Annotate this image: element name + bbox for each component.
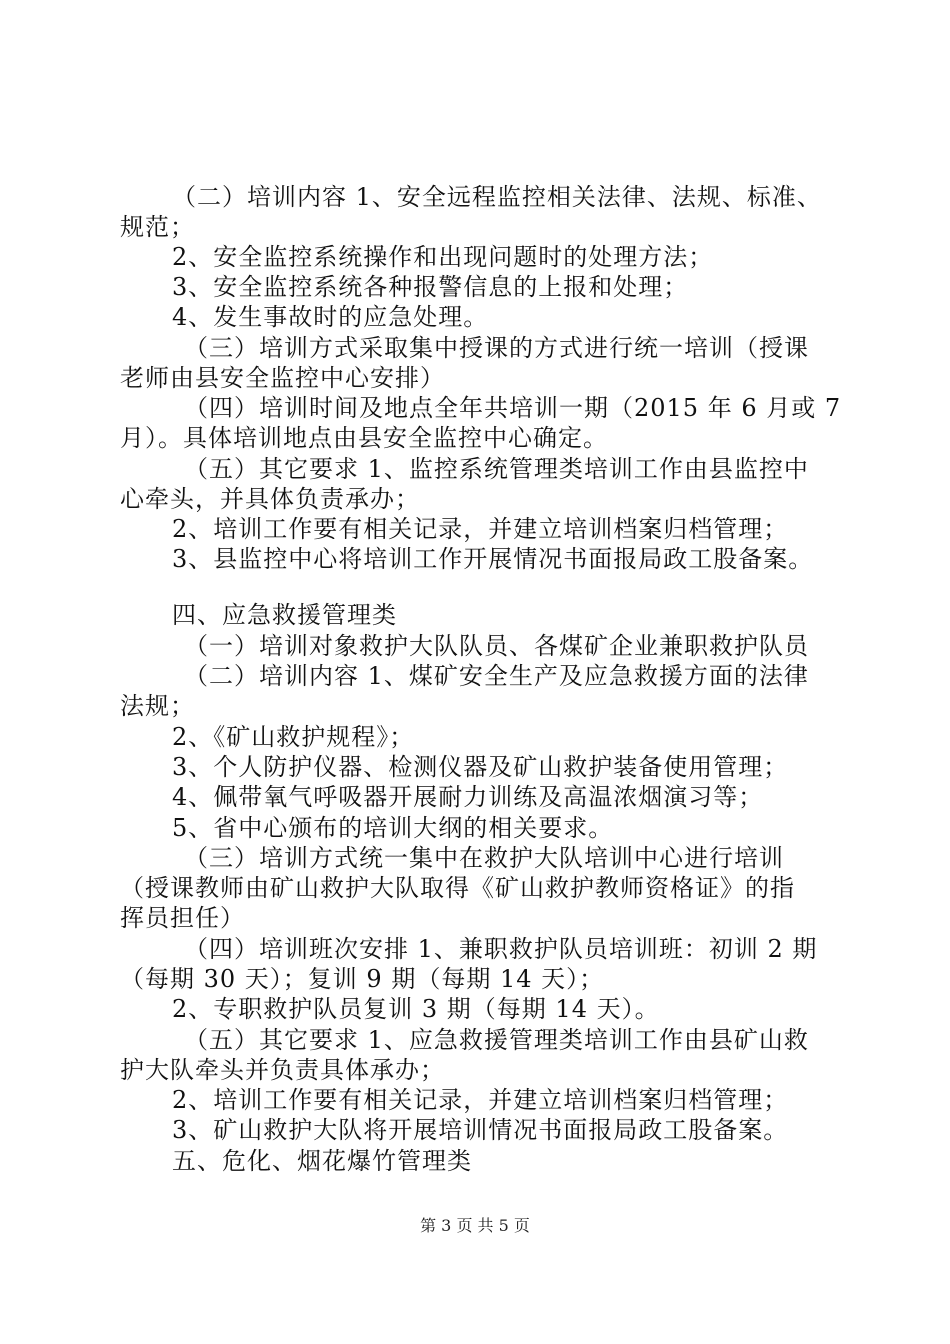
text-line: 2、专职救护队员复训 3 期（每期 14 天）。 <box>172 995 660 1023</box>
text-line: 心牵头，并具体负责承办； <box>120 485 420 513</box>
text-line: 2、培训工作要有相关记录，并建立培训档案归档管理； <box>172 1086 789 1114</box>
text-line: （三）培训方式统一集中在救护大队培训中心进行培训 <box>184 844 784 872</box>
text-line: 3、安全监控系统各种报警信息的上报和处理； <box>172 273 689 301</box>
text-line: （授课教师由矿山救护大队取得《矿山救护教师资格证》的指 <box>120 874 795 902</box>
text-line: （二）培训内容 1、安全远程监控相关法律、法规、标准、 <box>172 183 822 211</box>
section-heading: 五、危化、烟花爆竹管理类 <box>172 1147 472 1175</box>
text-line: 5、省中心颁布的培训大纲的相关要求。 <box>172 814 614 842</box>
section-heading: 四、应急救援管理类 <box>172 601 397 629</box>
text-line: 2、培训工作要有相关记录，并建立培训档案归档管理； <box>172 515 789 543</box>
text-line: 法规； <box>120 692 195 720</box>
text-line: （三）培训方式采取集中授课的方式进行统一培训（授课 <box>184 334 809 362</box>
text-line: 4、佩带氧气呼吸器开展耐力训练及高温浓烟演习等； <box>172 783 764 811</box>
text-line: （二）培训内容 1、煤矿安全生产及应急救援方面的法律 <box>184 662 809 690</box>
text-line: 4、发生事故时的应急处理。 <box>172 303 489 331</box>
text-line: 2、《矿山救护规程》； <box>172 723 415 751</box>
text-line: （每期 30 天）；复训 9 期（每期 14 天）； <box>120 965 605 993</box>
text-line: 3、县监控中心将培训工作开展情况书面报局政工股备案。 <box>172 545 814 573</box>
text-line: 护大队牵头并负责具体承办； <box>120 1056 445 1084</box>
text-line: （四）培训班次安排 1、兼职救护队员培训班：初训 2 期 <box>184 935 818 963</box>
text-line: 规范； <box>120 213 195 241</box>
text-line: （五）其它要求 1、监控系统管理类培训工作由县监控中 <box>184 455 809 483</box>
text-line: 挥员担任） <box>120 904 245 932</box>
text-line: （四）培训时间及地点全年共培训一期（2015 年 6 月或 7 <box>184 394 842 422</box>
page-number-footer: 第 3 页 共 5 页 <box>420 1216 530 1235</box>
text-line: （一）培训对象救护大队队员、各煤矿企业兼职救护队员 <box>184 632 809 660</box>
text-line: 3、矿山救护大队将开展培训情况书面报局政工股备案。 <box>172 1116 789 1144</box>
text-line: （五）其它要求 1、应急救援管理类培训工作由县矿山救 <box>184 1026 809 1054</box>
text-line: 月）。具体培训地点由县安全监控中心确定。 <box>120 424 608 452</box>
text-line: 老师由县安全监控中心安排） <box>120 364 445 392</box>
text-line: 2、安全监控系统操作和出现问题时的处理方法； <box>172 243 714 271</box>
text-line: 3、个人防护仪器、检测仪器及矿山救护装备使用管理； <box>172 753 789 781</box>
